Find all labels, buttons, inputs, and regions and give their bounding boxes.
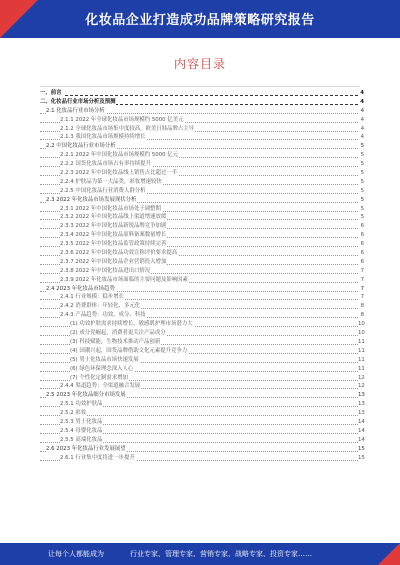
toc-entry[interactable] (40, 356, 364, 365)
toc-entry-text: 2.6 2023 年化妆品行业发展展望 (46, 445, 126, 452)
toc-entry[interactable] (40, 409, 364, 418)
toc-entry-page: 5 (358, 196, 364, 205)
toc-entry[interactable] (40, 436, 364, 445)
toc-entry-text: 2.3.3 2022 年中国化妆品新锐品牌竞争加剧 (60, 223, 167, 230)
toc-entry-text: 2.4.2 消费群体：年轻化、多元化 (60, 303, 141, 310)
toc-entry-text: 2.4.1 行业规模：稳步增长 (60, 294, 124, 301)
toc-entry-page: 12 (358, 374, 365, 381)
footer-red-corner (378, 543, 400, 565)
toc-entry-page: 5 (358, 213, 364, 222)
toc-entry-text: (1) 功效护肤需求持续增长，敏感肌护理市场潜力大 (70, 321, 193, 328)
toc-entry-text: 2.1.3 我国化妆品市场规模持续增长 (60, 134, 146, 141)
toc-entry[interactable] (40, 365, 364, 374)
toc-entry-page: 6 (358, 258, 364, 267)
toc-entry-page: 8 (358, 302, 364, 311)
footer-slogan: 让每个人都能成为 (48, 550, 104, 558)
toc-entry-text: 2.3 2022 年化妆品市场发展现状分析 (46, 196, 137, 203)
toc-entry-page: 10 (358, 321, 365, 328)
toc-entry-text: 2.2.4 护肤品为第一大品类，彩妆增速较快 (60, 178, 162, 185)
toc-entry[interactable] (40, 116, 364, 125)
toc-entry[interactable] (40, 400, 364, 409)
toc-entry-text: 2.3.2 2022 年中国化妆品线上渠道增速放缓 (60, 214, 167, 221)
toc-entry-page: 14 (358, 436, 365, 443)
toc-entry[interactable] (40, 374, 364, 383)
toc-entry-page: 15 (358, 454, 365, 461)
toc-entry-text: (6) 绿色环保理念深入人心 (70, 365, 134, 372)
toc-entry-text: (7) 个性化定制需求增加 (70, 374, 128, 381)
toc-entry-page: 7 (358, 285, 364, 294)
toc-entry-text: 2.2.2 国货化妆品市场占有率持续提升 (60, 161, 151, 168)
toc-entry-text: 2.3.7 2022 年中国化妆品企业营销投入增加 (60, 258, 167, 265)
toc-entry[interactable] (40, 196, 364, 205)
toc-entry[interactable] (40, 293, 364, 302)
header-bar (0, 0, 400, 38)
toc-entry-text: 2.3.8 2022 年中国化妆品进出口情况 (60, 267, 151, 274)
toc-entry-page: 14 (358, 418, 365, 425)
footer-bar (0, 543, 400, 565)
footer-tags: 行业专家、管理专家、营销专家、战略专家、投资专家…… (130, 550, 312, 558)
report-title: 化妆品企业打造成功品牌策略研究报告 (85, 13, 315, 28)
toc-entry-text: 2.3.6 2022 年中国化妆品功效宣称评价要求提高 (60, 250, 178, 257)
toc-entry[interactable] (40, 169, 364, 178)
toc-entry-page: 7 (358, 276, 364, 285)
toc-entry-page: 13 (358, 392, 365, 399)
toc-entry[interactable] (40, 302, 364, 311)
toc-entry-page: 4 (358, 125, 364, 134)
toc-entry-page: 5 (358, 187, 364, 196)
toc-entry-text: 2.3.9 2022 年化妆品市场面临的主要问题及影响因素 (60, 276, 188, 283)
toc-entry[interactable] (40, 249, 364, 258)
toc-entry-text: 一、前言 (40, 90, 62, 96)
toc-entry[interactable] (40, 258, 364, 267)
toc-entry[interactable] (40, 320, 364, 329)
toc-entry-page: 5 (358, 151, 364, 160)
toc-entry-text: 2.4.4 渠道趋势：全渠道融合发展 (60, 383, 141, 390)
toc-entry[interactable] (40, 311, 364, 320)
toc-entry[interactable] (40, 391, 364, 400)
toc-entry-page: 7 (358, 293, 364, 302)
toc-entry-text: 2.5.2 彩妆 (60, 410, 87, 417)
toc-entry[interactable] (40, 285, 364, 294)
toc-entry-text: 2.1.1 2022 年全球化妆品市场规模约 5000 亿美元 (60, 116, 184, 123)
toc-entry[interactable] (40, 445, 364, 454)
toc-entry[interactable] (40, 187, 364, 196)
toc-entry[interactable] (40, 205, 364, 214)
toc-entry-text: 2.2.5 中国化妆品行业消费人群分析 (60, 187, 146, 194)
toc-entry[interactable] (40, 98, 364, 107)
toc-entry-text: (2) 成分党崛起，消费者更关注产品成分 (70, 330, 166, 337)
toc-entry-page: 4 (358, 98, 364, 107)
toc-entry[interactable] (40, 107, 364, 116)
toc-entry-page: 11 (358, 365, 365, 372)
toc-entry-page: 4 (358, 133, 364, 142)
toc-entry-text: 2.4 2023 年化妆品市场趋势 (46, 285, 115, 292)
toc-entry-page: 5 (358, 142, 364, 151)
toc-entry[interactable] (40, 160, 364, 169)
toc-entry[interactable] (40, 382, 364, 391)
toc-entry-page: 6 (358, 240, 364, 249)
toc-entry[interactable] (40, 89, 364, 98)
toc-entry-text: 2.3.5 2022 年中国化妆品监管政策持续完善 (60, 241, 167, 248)
toc-entry-text: 2.2.3 2022 年中国化妆品线上销售占比超过一半 (60, 170, 178, 177)
toc-entry-text: (5) 男士化妆品市场快速发展 (70, 356, 139, 363)
toc-entry-page: 4 (358, 116, 364, 125)
toc-entry[interactable] (40, 178, 364, 187)
toc-entry-page: 13 (358, 401, 365, 408)
toc-entry[interactable] (40, 347, 364, 356)
toc-entry-page: 5 (358, 205, 364, 214)
toc-entry[interactable] (40, 231, 364, 240)
toc-entry-page: 11 (358, 347, 365, 354)
toc-entry-page: 7 (358, 267, 364, 276)
toc-entry-text: 2.5 2023 年化妆品细分市场发展 (46, 392, 126, 399)
toc-entry[interactable] (40, 338, 364, 347)
toc-divider (40, 86, 360, 87)
toc-entry-text: 2.3.4 2022 年中国化妆品原料备案数量增长 (60, 232, 167, 239)
toc-entry-text: (3) 科技赋能，生物技术推动产品创新 (70, 338, 161, 345)
toc-entry-page: 4 (358, 89, 364, 98)
toc-entry[interactable] (40, 329, 364, 338)
toc-leader-dots (40, 415, 358, 416)
toc-entry[interactable] (40, 427, 364, 436)
toc-entry-text: 2.5.1 功效护肤品 (60, 401, 103, 408)
toc-entry-text: 2.2 中国化妆品行业市场分析 (46, 143, 116, 150)
toc-entry[interactable] (40, 151, 364, 160)
toc-entry[interactable] (40, 454, 364, 463)
toc-leader-dots (40, 95, 358, 96)
toc-entry-text: 2.1 化妆品行业市场分析 (46, 107, 105, 114)
toc-entry[interactable] (40, 133, 364, 142)
toc-entry-page: 6 (358, 231, 364, 240)
toc-entry-page: 4 (358, 107, 364, 116)
toc-entry-page: 15 (358, 445, 365, 452)
toc-entry[interactable] (40, 240, 364, 249)
toc-entry-text: 2.3.1 2022 年中国化妆品市场处于调整期 (60, 205, 161, 212)
toc-entry-page: 6 (358, 222, 364, 231)
toc-list (40, 89, 364, 462)
toc-entry-page: 11 (358, 356, 365, 363)
toc-title: 内容目录 (173, 57, 226, 71)
toc-entry-text: 2.2.1 2022 年中国化妆品市场规模约 5000 亿元 (60, 152, 179, 159)
toc-entry-text: (4) 国潮兴起，国货品牌借助文化元素提升竞争力 (70, 347, 188, 354)
toc-entry-text: 2.5.4 母婴化妆品 (60, 427, 103, 434)
toc-entry[interactable] (40, 276, 364, 285)
toc-entry[interactable] (40, 213, 364, 222)
toc-entry-page: 12 (358, 383, 365, 390)
toc-entry[interactable] (40, 222, 364, 231)
toc-entry-text: 2.4.3 产品趋势：功效、成分、科技 (60, 312, 146, 319)
toc-entry-text: 2.5.5 高端化妆品 (60, 436, 103, 443)
toc-entry[interactable] (40, 142, 364, 151)
toc-entry-page: 6 (358, 249, 364, 258)
toc-entry-page: 5 (358, 160, 364, 169)
toc-entry-text: 2.6.1 行业集中度将进一步提升 (60, 454, 135, 461)
toc-entry-page: 14 (358, 427, 365, 434)
toc-entry-page: 5 (358, 178, 364, 187)
toc-entry-text: 2.1.2 全球化妆品市场集中度较高，欧美日韩品牌占主导 (60, 125, 195, 132)
toc-entry-text: 2.5.3 男士化妆品 (60, 418, 103, 425)
toc-entry[interactable] (40, 418, 364, 427)
toc-entry-page: 11 (358, 338, 365, 345)
toc-entry-page: 10 (358, 330, 365, 337)
toc-entry[interactable] (40, 267, 364, 276)
toc-entry[interactable] (40, 125, 364, 134)
toc-entry-page: 5 (358, 169, 364, 178)
toc-entry-text: 二、化妆品行业市场分析及预测 (40, 98, 116, 105)
toc-entry-page: 13 (358, 410, 365, 417)
toc-entry-page: 8 (358, 311, 364, 320)
